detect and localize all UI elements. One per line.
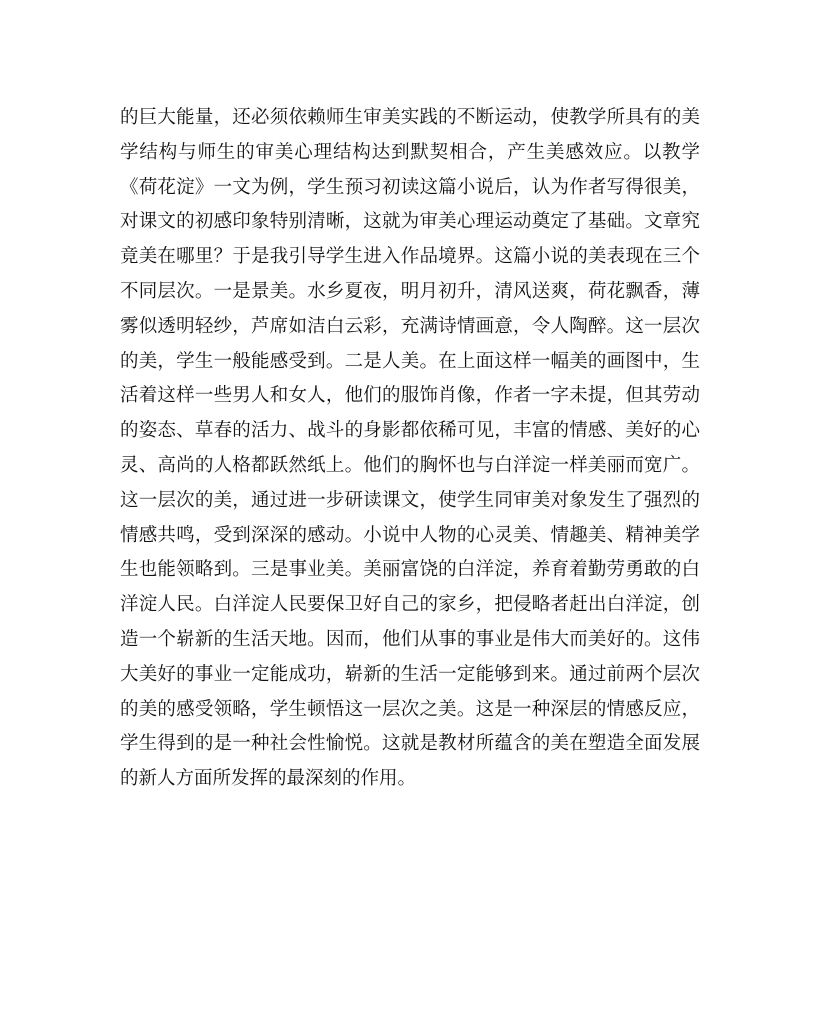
text-line-12: 这一层次的美，通过进一步研读课文，使学生同审美对象发生了强烈的 xyxy=(120,489,700,511)
text-line-17: 大美好的事业一定能成功，崭新的生活一定能够到来。通过前两个层次 xyxy=(120,663,700,685)
text-line-4: 对课文的初感印象特别清晰，这就为审美心理运动奠定了基础。文章究 xyxy=(120,211,700,233)
text-line-13: 情感共鸣，受到深深的感动。小说中人物的心灵美、情趣美、精神美学 xyxy=(120,524,700,546)
text-line-1: 的巨大能量，还必须依赖师生审美实践的不断运动，使教学所具有的美 xyxy=(120,107,700,128)
text-line-2: 学结构与师生的审美心理结构达到默契相合，产生美感效应。以教学 xyxy=(120,141,700,163)
text-line-6: 不同层次。一是景美。水乡夏夜，明月初升，清风送爽，荷花飘香，薄 xyxy=(120,280,700,302)
text-line-8: 的美，学生一般能感受到。二是人美。在上面这样一幅美的画图中，生 xyxy=(120,350,700,372)
text-line-5: 竟美在哪里？于是我引导学生进入作品境界。这篇小说的美表现在三个 xyxy=(120,246,700,268)
body-paragraph xyxy=(120,101,700,797)
text-line-19: 学生得到的是一种社会性愉悦。这就是教材所蕴含的美在塑造全面发展 xyxy=(120,733,700,755)
text-line-15: 洋淀人民。白洋淀人民要保卫好自己的家乡，把侵略者赶出白洋淀，创 xyxy=(120,594,700,616)
text-line-9: 活着这样一些男人和女人，他们的服饰肖像，作者一字未提，但其劳动 xyxy=(120,385,700,407)
text-line-16: 造一个崭新的生活天地。因而，他们从事的事业是伟大而美好的。这伟 xyxy=(120,628,700,650)
text-line-11: 灵、高尚的人格都跃然纸上。他们的胸怀也与白洋淀一样美丽而宽广。 xyxy=(120,454,700,476)
text-line-20: 的新人方面所发挥的最深刻的作用。 xyxy=(120,768,417,790)
text-line-10: 的姿态、草春的活力、战斗的身影都依稀可见，丰富的情感、美好的心 xyxy=(120,420,700,442)
text-line-14: 生也能领略到。三是事业美。美丽富饶的白洋淀，养育着勤劳勇敢的白 xyxy=(120,559,700,581)
text-line-7: 雾似透明轻纱，芦席如洁白云彩，充满诗情画意，令人陶醉。这一层次 xyxy=(120,315,700,337)
text-line-3: 《荷花淀》一文为例，学生预习初读这篇小说后，认为作者写得很美， xyxy=(120,176,700,198)
text-line-18: 的美的感受领略，学生顿悟这一层次之美。这是一种深层的情感反应， xyxy=(120,698,700,720)
